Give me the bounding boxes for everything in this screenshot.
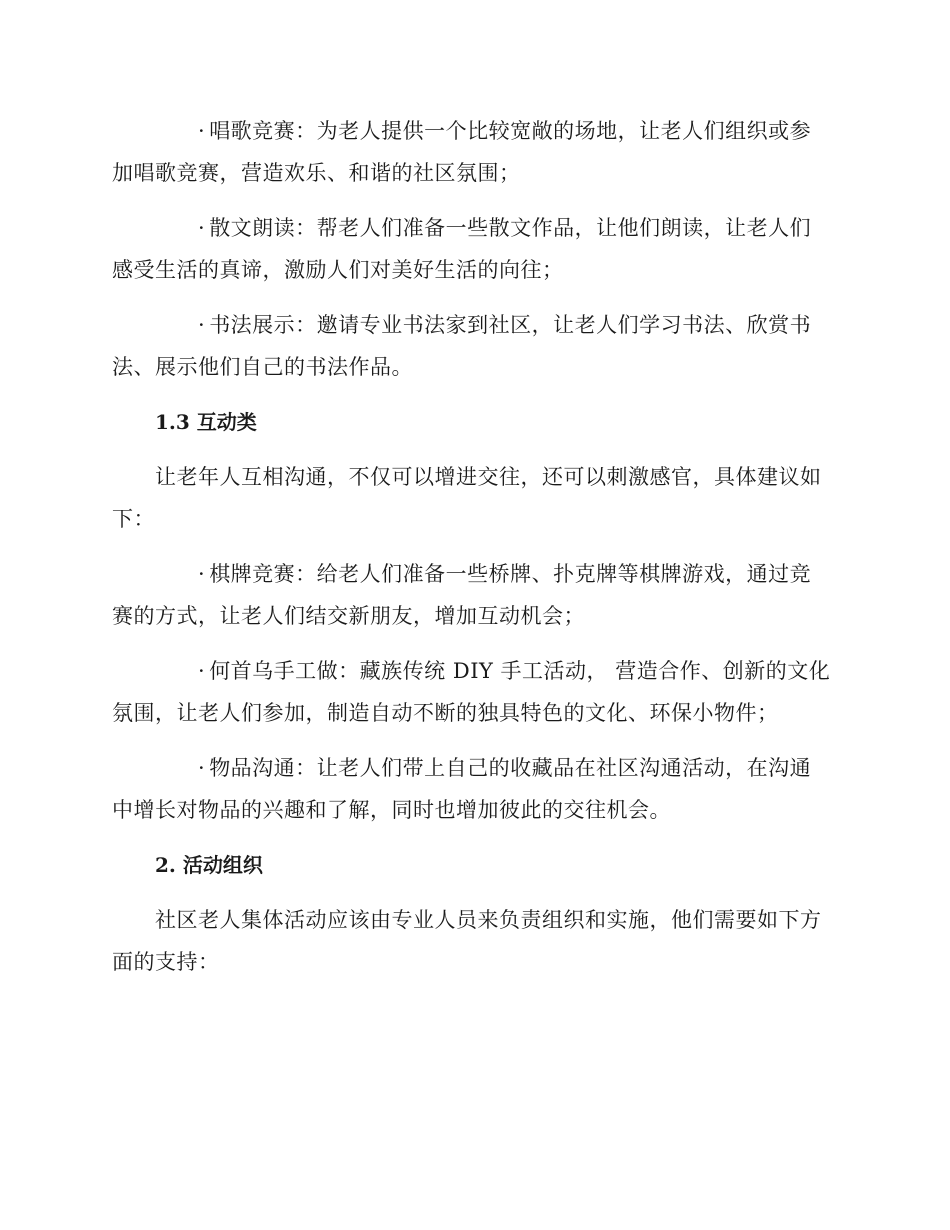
bullet-marker: · [198, 659, 206, 683]
bullet-text: 何首乌手工做：藏族传统 DIY 手工活动， 营造合作、创新的文化氛围，让老人们参加，制造自动不断的独具特色的文化、环保小物件； [112, 659, 831, 725]
bullet-item-handicraft [112, 650, 832, 734]
paragraph-interactive-intro: 让老年人互相沟通，不仅可以增进交往，还可以刺激感官，具体建议如下： [112, 465, 822, 531]
bullet-item-board-games [112, 553, 832, 637]
bullet-marker: · [198, 119, 206, 143]
bullet-item-prose-reading [112, 207, 832, 291]
bullet-item-item-exchange [112, 747, 832, 831]
document-body [112, 110, 832, 996]
bullet-item-singing-contest [112, 110, 832, 194]
bullet-marker: · [198, 313, 206, 337]
bullet-text: 唱歌竞赛：为老人提供一个比较宽敞的场地，让老人们组织或参加唱歌竞赛，营造欢乐、和谐的社区氛围； [112, 119, 812, 185]
bullet-marker: · [198, 216, 206, 240]
bullet-item-calligraphy [112, 304, 832, 388]
paragraph-organization-intro: 社区老人集体活动应该由专业人员来负责组织和实施，他们需要如下方面的支持： [112, 908, 822, 974]
bullet-marker: · [198, 562, 206, 586]
bullet-text: 书法展示：邀请专业书法家到社区，让老人们学习书法、欣赏书法、展示他们自己的书法作品。 [112, 313, 812, 379]
section-heading-interactive: 1.3 互动类 [155, 410, 257, 434]
bullet-text: 物品沟通：让老人们带上自己的收藏品在社区沟通活动，在沟通中增长对物品的兴趣和了解，同时也增加彼此的交往机会。 [112, 756, 812, 822]
bullet-text: 散文朗读：帮老人们准备一些散文作品，让他们朗读，让老人们感受生活的真谛，激励人们对美好生活的向往； [112, 216, 812, 282]
bullet-marker: · [198, 756, 206, 780]
section-heading-activity-organization: 2. 活动组织 [155, 853, 263, 877]
bullet-text: 棋牌竞赛：给老人们准备一些桥牌、扑克牌等棋牌游戏，通过竞赛的方式，让老人们结交新朋友，增加互动机会； [112, 562, 812, 628]
